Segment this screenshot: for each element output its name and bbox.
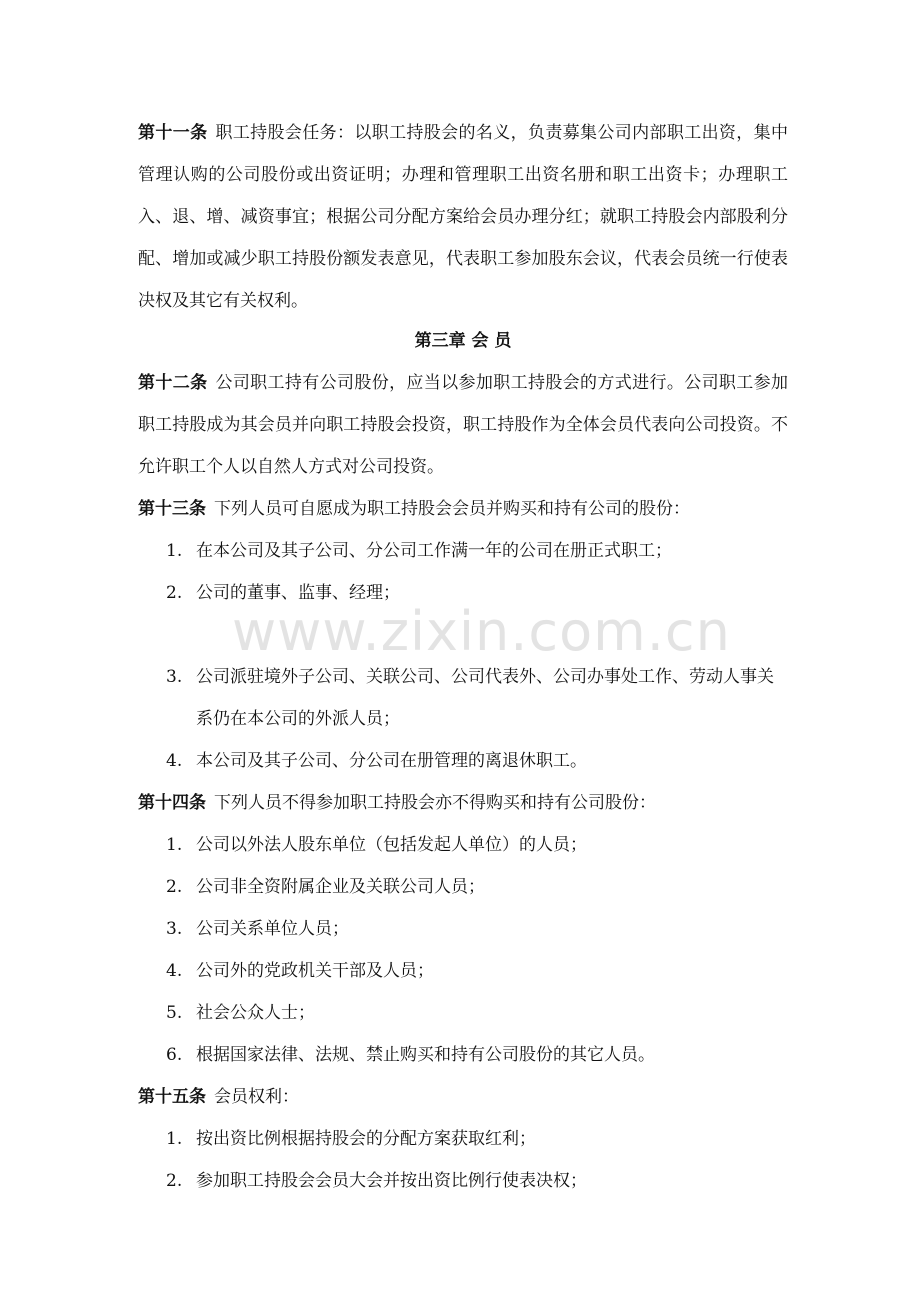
list-item-text: 公司关系单位人员；: [196, 919, 349, 939]
article-12-text: 公司职工持有公司股份，应当以参加职工持股会的方式进行。公司职工参加职工持股成为其会员并向职工持股会投资，职工持股作为全体会员代表向公司投资。不允许职工个人以自然人方式对公司投资。: [138, 373, 789, 477]
list-item-number: 1.: [166, 1129, 183, 1149]
list-item-number: 5.: [166, 1003, 183, 1023]
list-item-number: 1.: [166, 835, 183, 855]
watermark: www.zixin.com.cn: [232, 600, 731, 663]
list-item: [166, 530, 786, 572]
article-11: [138, 112, 788, 322]
article-15-text: 会员权利：: [214, 1087, 299, 1107]
article-13-label: 第十三条: [138, 499, 206, 519]
list-item: [166, 740, 786, 782]
list-item-number: 2.: [166, 583, 183, 603]
list-item: [166, 1034, 786, 1076]
chapter-3-title: 第三章 会 员: [414, 331, 512, 351]
article-11-label: 第十一条: [138, 123, 208, 143]
article-15: [138, 1076, 788, 1118]
list-item-text: 本公司及其子公司、分公司在册管理的离退休职工。: [196, 751, 587, 771]
list-item-text: 按出资比例根据持股会的分配方案获取红利；: [196, 1129, 536, 1149]
list-item-number: 2.: [166, 877, 183, 897]
article-11-text: 职工持股会任务：以职工持股会的名义，负责募集公司内部职工出资，集中管理认购的公司股份或出资证明；办理和管理职工出资名册和职工出资卡；办理职工入、退、增、减资事宜；根据公司分配方案给会员办理分红；就职工持股会内部股利分配、增加或减少职工持股份额发表意见，代表职工参加股东会议，代表会员统一行使表决权及其它有关权利。: [138, 123, 789, 311]
list-item-text: 公司外的党政机关干部及人员；: [196, 961, 434, 981]
list-item-number: 2.: [166, 1171, 183, 1191]
list-item-number: 3.: [166, 919, 183, 939]
article-14-label: 第十四条: [138, 793, 206, 813]
list-item-number: 4.: [166, 751, 183, 771]
article-14: [138, 782, 788, 824]
list-item-text: 社会公众人士；: [196, 1003, 315, 1023]
list-item-text: 公司非全资附属企业及关联公司人员；: [196, 877, 485, 897]
article-12-label: 第十二条: [138, 373, 208, 393]
article-13-text: 下列人员可自愿成为职工持股会会员并购买和持有公司的股份：: [214, 499, 690, 519]
article-12: [138, 362, 788, 488]
list-item-text: 公司的董事、监事、经理；: [196, 583, 400, 603]
list-item-text: 公司以外法人股东单位（包括发起人单位）的人员；: [196, 835, 587, 855]
article-15-label: 第十五条: [138, 1087, 206, 1107]
list-item-text: 根据国家法律、法规、禁止购买和持有公司股份的其它人员。: [196, 1045, 655, 1065]
article-14-text: 下列人员不得参加职工持股会亦不得购买和持有公司股份：: [214, 793, 656, 813]
list-item-number: 3.: [166, 667, 183, 687]
list-item: [166, 908, 786, 950]
list-item: [166, 824, 786, 866]
list-item-number: 4.: [166, 961, 183, 981]
list-item-text: 参加职工持股会会员大会并按出资比例行使表决权；: [196, 1171, 587, 1191]
list-item: [166, 1160, 786, 1202]
list-item: [166, 1118, 786, 1160]
list-item: [166, 992, 786, 1034]
article-13: [138, 488, 788, 530]
list-item-number: 1.: [166, 541, 183, 561]
list-item-text: 在本公司及其子公司、分公司工作满一年的公司在册正式职工；: [196, 541, 672, 561]
list-item-number: 6.: [166, 1045, 183, 1065]
list-item-text: 公司派驻境外子公司、关联公司、公司代表外、公司办事处工作、劳动人事关系仍在本公司的外派人员；: [196, 667, 774, 729]
list-item: [166, 950, 786, 992]
list-item: [166, 866, 786, 908]
list-item: [166, 656, 786, 740]
